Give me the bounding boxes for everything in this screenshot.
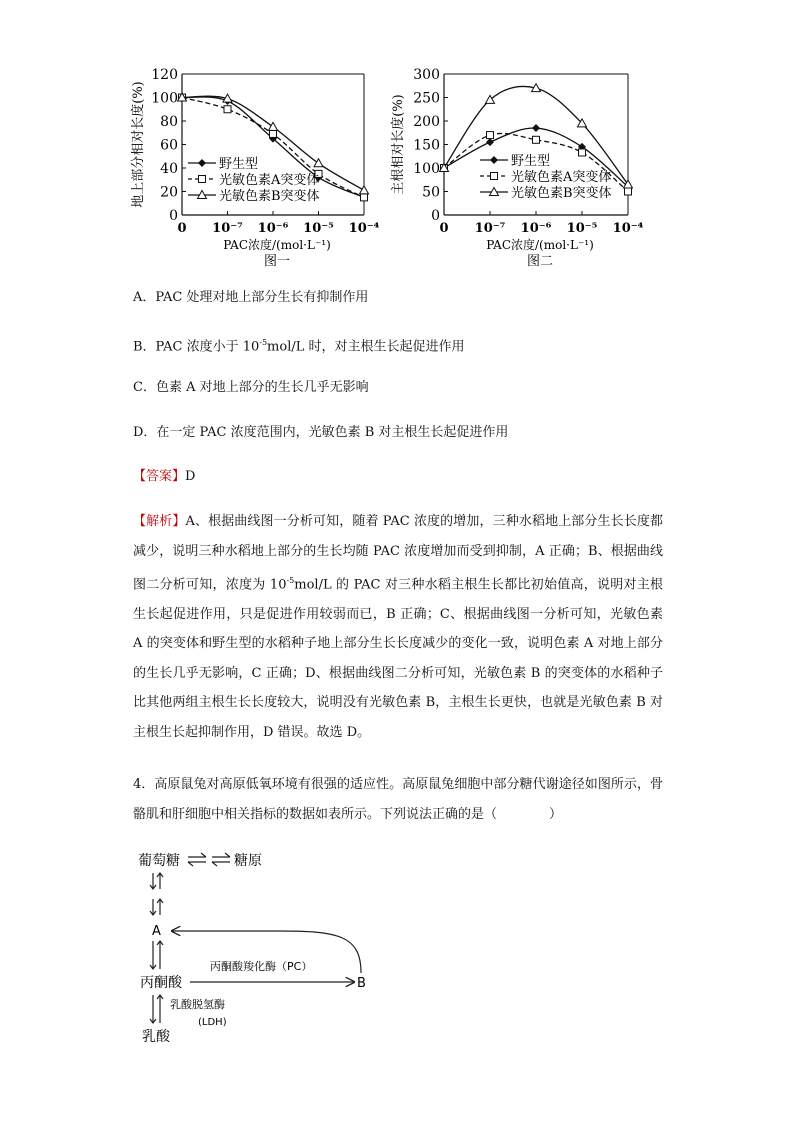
y-tick-label: 100 bbox=[151, 90, 178, 107]
analysis-exponent: -5 bbox=[286, 576, 295, 585]
option-d bbox=[133, 423, 508, 443]
pc-enzyme-label: 丙酮酸羧化酶（PC） bbox=[210, 960, 313, 973]
question-4-text: 4．高原鼠兔对高原低氧环境有很强的适应性。高原鼠兔细胞中部分糖代谢途径如图所示，骨骼肌和肝细胞中相关指标的数据如表所示。下列说法正确的是（ ） bbox=[133, 777, 663, 822]
pyruvate-label: 丙酮酸 bbox=[140, 975, 182, 991]
x-tick-label: 0 bbox=[439, 221, 449, 236]
ldh-abbreviation: (LDH) bbox=[198, 1017, 227, 1028]
analysis-paragraph bbox=[133, 507, 663, 747]
x-tick-label: 10⁻⁵ bbox=[303, 221, 334, 236]
y-tick-label: 80 bbox=[160, 114, 178, 130]
y-tick-label: 50 bbox=[422, 184, 440, 201]
y-axis-title: 主根相对长度(%) bbox=[391, 94, 406, 195]
legend-marker bbox=[491, 173, 498, 180]
x-tick-label: 10⁻⁶ bbox=[520, 221, 552, 236]
data-point bbox=[579, 149, 586, 156]
metabolic-pathway-diagram bbox=[128, 845, 388, 1055]
figure-caption: 图一 bbox=[263, 254, 291, 269]
answer-line bbox=[133, 467, 195, 487]
x-axis-title: PAC浓度/(mol·L⁻¹) bbox=[223, 238, 331, 252]
y-tick-label: 20 bbox=[160, 184, 178, 201]
answer-value: D bbox=[185, 469, 196, 484]
data-point bbox=[486, 138, 494, 146]
x-tick-label: 0 bbox=[177, 221, 187, 236]
x-tick-label: 10⁻⁷ bbox=[212, 221, 243, 236]
x-tick-label: 10⁻⁶ bbox=[257, 221, 289, 236]
y-tick-label: 300 bbox=[413, 67, 440, 83]
glucose-label: 葡萄糖 bbox=[138, 853, 180, 869]
legend-marker bbox=[490, 156, 498, 164]
y-tick-label: 120 bbox=[151, 67, 178, 83]
data-point bbox=[533, 136, 540, 143]
chart-figure-1 bbox=[128, 60, 388, 270]
data-point bbox=[224, 106, 231, 113]
b-node-label: B bbox=[357, 976, 366, 991]
option-b bbox=[133, 333, 465, 357]
option-c bbox=[133, 378, 369, 398]
analysis-tag: 【解析】 bbox=[133, 514, 186, 529]
option-b-prefix: B．PAC 浓度小于 10 bbox=[133, 339, 260, 355]
legend-label: 光敏色素B突变体 bbox=[511, 186, 612, 201]
legend-label: 光敏色素A突变体 bbox=[511, 170, 612, 185]
data-point bbox=[487, 132, 494, 139]
pyruvate-to-lactate-arrows bbox=[150, 995, 163, 1023]
ldh-enzyme-label: 乳酸脱氢酶 bbox=[170, 998, 225, 1011]
data-point bbox=[270, 130, 277, 137]
y-tick-label: 60 bbox=[160, 137, 178, 154]
answer-tag: 【答案】 bbox=[133, 469, 186, 484]
legend-marker bbox=[199, 176, 206, 183]
y-axis-title: 地上部分相对长度(%) bbox=[131, 81, 146, 208]
option-b-exponent: -5 bbox=[259, 338, 268, 347]
glycogen-label: 糖原 bbox=[234, 853, 262, 869]
data-point bbox=[532, 124, 540, 132]
x-tick-label: 10⁻⁴ bbox=[612, 221, 644, 236]
figure-caption: 图二 bbox=[526, 254, 554, 269]
analysis-text-part2: mol/L 的 PAC 对三种水稻主根生长都比初始值高，说明对主根生长起促进作用，只是促进作用较弱而已，B 正确；C、根据曲线图一分析可知，光敏色素 A 的突变体和野生型的水稻种子地上部分生长长度减少的变化一致，说明色素 A 对地上部分的生长几乎无影响，C 正确；D、根据曲线图二分析可知，光敏色素 B 的突变体的水稻种子比其他两组主根生长长度较大，说明没有光敏色素 B，主根生长更快，也就是光敏色素 B 对主根生长起抑制作用，D 错误。故选 D。 bbox=[133, 577, 663, 740]
x-tick-label: 10⁻⁷ bbox=[474, 221, 506, 236]
legend-label: 野生型 bbox=[511, 154, 551, 169]
a-node-label: A bbox=[152, 924, 161, 939]
a-to-pyruvate-arrows bbox=[150, 941, 163, 969]
data-point bbox=[361, 194, 368, 201]
y-tick-label: 0 bbox=[431, 208, 440, 224]
legend-label: 光敏色素A突变体 bbox=[219, 173, 320, 188]
x-tick-label: 10⁻⁵ bbox=[566, 221, 598, 236]
data-point bbox=[314, 159, 323, 167]
analysis-text-part1: A、根据曲线图一分析可知，随着 PAC 浓度的增加，三种水稻地上部分生长长度都减少，说明三种水稻地上部分的生长均随 PAC 浓度增加而受到抑制，A 正确；B、根据曲线图二分析可知，浓度为 10 bbox=[133, 514, 663, 593]
y-tick-label: 40 bbox=[160, 161, 178, 177]
y-tick-label: 150 bbox=[413, 137, 440, 154]
data-point bbox=[625, 188, 632, 195]
legend bbox=[480, 153, 612, 201]
legend-label: 光敏色素B突变体 bbox=[219, 189, 320, 204]
lactate-label: 乳酸 bbox=[142, 1029, 170, 1045]
x-tick-label: 10⁻⁴ bbox=[348, 221, 380, 236]
option-a bbox=[133, 288, 368, 308]
legend-marker bbox=[198, 159, 206, 167]
option-c-text: C．色素 A 对地上部分的生长几乎无影响 bbox=[133, 380, 369, 395]
glucose-to-a-arrows bbox=[150, 873, 163, 915]
option-b-suffix: mol/L 时，对主根生长起促进作用 bbox=[267, 339, 465, 355]
data-point bbox=[269, 122, 278, 130]
y-tick-label: 200 bbox=[413, 114, 440, 130]
x-axis-title: PAC浓度/(mol·L⁻¹) bbox=[486, 238, 594, 252]
y-tick-label: 100 bbox=[413, 161, 440, 177]
question-4 bbox=[133, 770, 663, 829]
option-a-text: A．PAC 处理对地上部分生长有抑制作用 bbox=[133, 290, 369, 305]
chart-figure-2 bbox=[388, 60, 658, 270]
option-d-text: D．在一定 PAC 浓度范围内，光敏色素 B 对主根生长起促进作用 bbox=[133, 425, 509, 440]
legend-label: 野生型 bbox=[219, 157, 259, 172]
y-tick-label: 250 bbox=[413, 90, 440, 107]
glucose-glycogen-arrows bbox=[188, 853, 230, 866]
data-point bbox=[360, 186, 369, 194]
y-tick-label: 0 bbox=[169, 208, 178, 224]
